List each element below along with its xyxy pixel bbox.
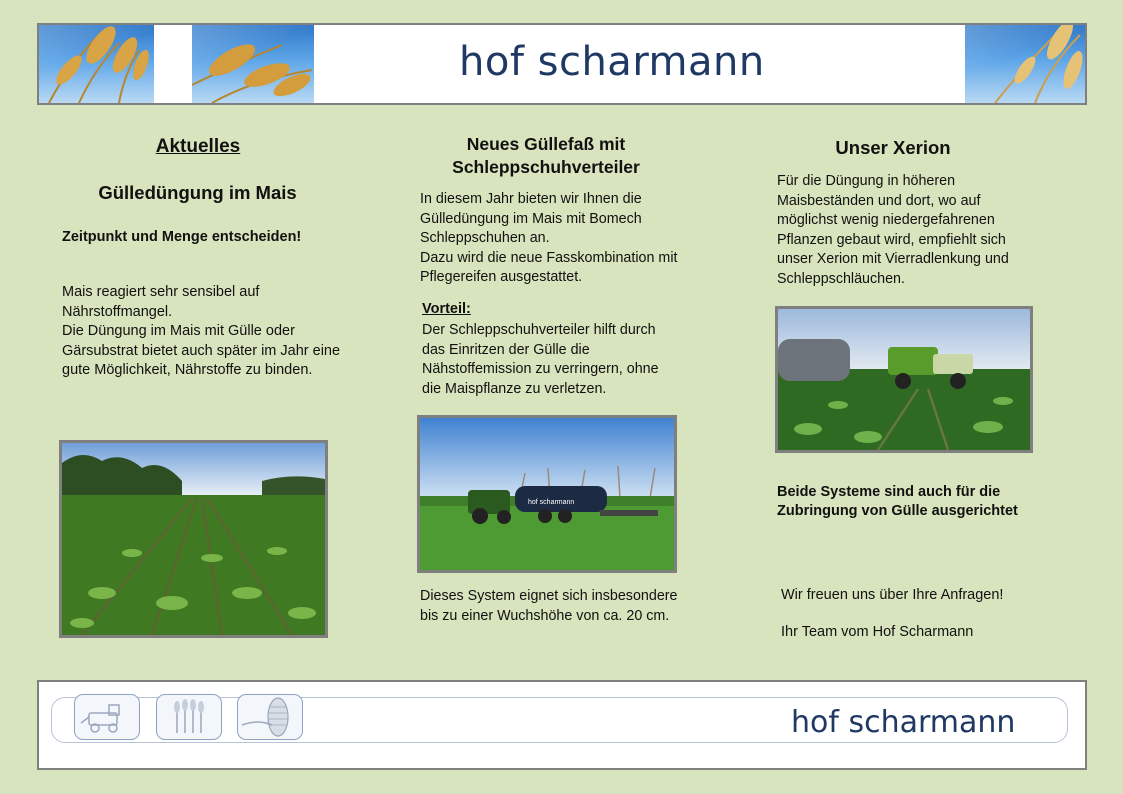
- column1-subtitle: Gülledüngung im Mais: [98, 182, 297, 203]
- thanks-text: Wir freuen uns über Ihre Anfragen!: [781, 587, 1004, 603]
- advantage-label: Vorteil:: [422, 301, 471, 317]
- header-logo: hof scharmann: [459, 39, 765, 85]
- header-banner: [37, 23, 1087, 105]
- column3-note: Beide Systeme sind auch für die Zubringung von Gülle ausgerichtet: [777, 484, 1018, 519]
- signature-text: Ihr Team vom Hof Scharmann: [781, 624, 974, 640]
- column1-lead: Zeitpunkt und Menge entscheiden!: [62, 229, 302, 245]
- tanker-brand-label: hof scharmann: [528, 499, 575, 506]
- column2-closing: Dieses System eignet sich insbesondere bis zu einer Wuchshöhe von ca. 20 cm.: [420, 588, 678, 624]
- column2-title: Neues Güllefaß mit Schleppschuhverteiler: [452, 134, 640, 177]
- column1-title: Aktuelles: [155, 136, 241, 157]
- footer-logo: hof scharmann: [791, 705, 1016, 740]
- harvester-icon: [74, 694, 140, 740]
- wheat-photo-right: [965, 25, 1085, 103]
- advantage-text: Der Schleppschuhverteiler hilft durch das Einritzen der Gülle die Nähstoffemission zu verringern, ohne die Maispflanze zu verletzen.: [422, 322, 659, 397]
- column3-title: Unser Xerion: [835, 137, 951, 158]
- xerion-photo: [775, 306, 1033, 453]
- corn-field-photo: [59, 440, 328, 638]
- wheat-photo-center: [192, 25, 314, 103]
- column3-paragraph: Für die Düngung in höheren Maisbeständen und dort, wo auf möglichst wenig niedergefahrenen Pflanzen gebaut wird, empfiehlt sich unser Xerion mit Vierradlenkung und Schleppschläuchen.: [777, 173, 1009, 287]
- wheat-photo-left: [39, 25, 154, 103]
- column2-paragraph: In diesem Jahr bieten wir Ihnen die Gülledüngung im Mais mit Bomech Schleppschuhen an. Dazu wird die neue Fasskombination mit Pflegereifen ausgestattet.: [420, 191, 678, 285]
- footer-banner: [37, 680, 1087, 770]
- grain-ears-icon: [156, 694, 222, 740]
- column1-paragraph: Mais reagiert sehr sensibel auf Nährstoffmangel. Die Düngung im Mais mit Gülle oder Gärsubstrat bietet auch später im Jahr eine gute Möglichkeit, Nährstoffe zu binden.: [62, 284, 341, 378]
- tanker-photo: [417, 415, 677, 573]
- corn-cob-icon: [237, 694, 303, 740]
